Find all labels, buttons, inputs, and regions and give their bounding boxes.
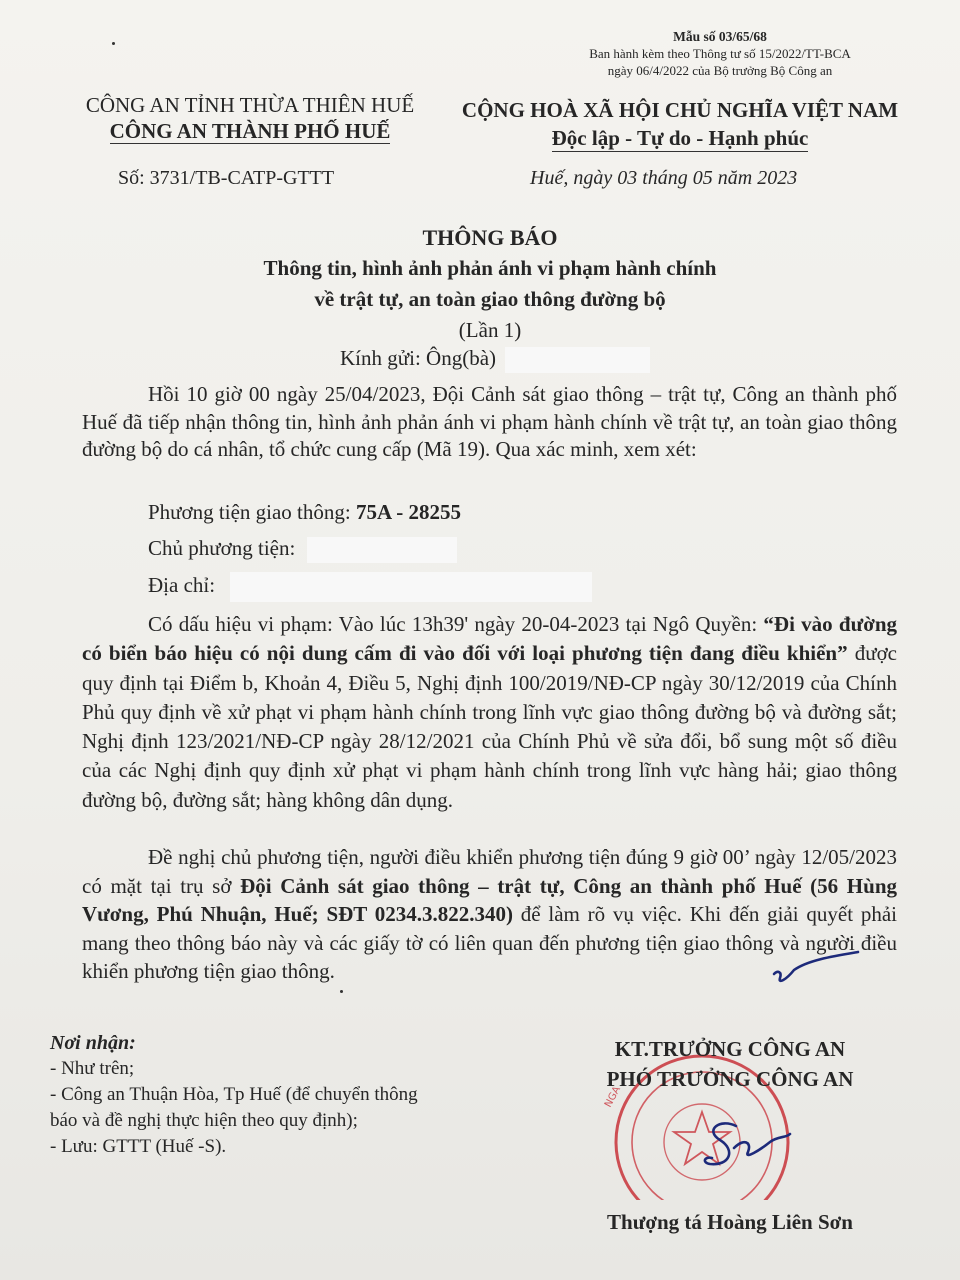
vehicle-field xyxy=(148,500,461,525)
intro-text: Hồi 10 giờ 00 ngày 25/04/2023, Đội Cảnh sát giao thông – trật tự, Công an thành phố Huế đã tiếp nhận thông tin, hình ảnh phản ánh vi phạm hành chính về trật tự, an toàn giao thông đường bộ do cá nhân, tổ chức cung cấp (Mã 19). Qua xác minh, xem xét: xyxy=(82,382,897,461)
agency-parent: CÔNG AN TỈNH THỪA THIÊN HUẾ xyxy=(85,93,415,117)
addressee xyxy=(340,346,650,373)
form-code-block xyxy=(510,28,930,79)
intro-paragraph xyxy=(82,381,897,464)
signer-block xyxy=(560,1034,900,1094)
redacted-name xyxy=(505,347,650,373)
address-label: Địa chỉ: xyxy=(148,572,216,597)
agency-name: CÔNG AN THÀNH PHỐ HUẾ xyxy=(109,119,391,143)
vehicle-plate: 75A - 28255 xyxy=(355,500,461,524)
violation-legal-basis: được quy định tại Điểm b, Khoản 4, Điều 5, Nghị định 100/2019/NĐ-CP ngày 30/12/2019 của Chính Phủ quy định về xử phạt vi phạm hành chính trong lĩnh vực giao thông đường bộ và đường sắt; Nghị định 123/2021/NĐ-CP ngày 28/12/2021 của Chính Phủ về sửa đổi, bổ sung một số điều của các Nghị định quy định xử phạt vi phạm hành chính trong lĩnh vực hàng hải; giao thông đường bộ, đường sắt; hàng không dân dụng. xyxy=(82,641,897,812)
svg-text:NGA: NGA xyxy=(602,1084,624,1110)
owner-label: Chủ phương tiện: xyxy=(148,536,296,560)
doc-date: Huế, ngày 03 tháng 05 năm 2023 xyxy=(530,167,798,189)
signer-name: Thượng tá Hoàng Liên Sơn xyxy=(607,1210,853,1234)
violation-lead: Có dấu hiệu vi phạm: Vào lúc 13h39' ngày 20-04-2023 tại Ngô Quyền: xyxy=(148,612,758,636)
doc-subtitle-1: Thông tin, hình ảnh phản ánh vi phạm hành chính xyxy=(263,256,717,280)
violation-offense: “Đi vào đường có biển báo hiệu có nội dung cấm đi vào đối với loại phương tiện đang điều khiển” xyxy=(82,612,898,666)
request-place: Đội Cảnh sát giao thông – trật tự, Công an thành phố Huế (56 Hùng Vương, Phú Nhuận, Huế; SĐT 0234.3.822.340) xyxy=(82,873,898,926)
speck xyxy=(112,42,115,45)
request-rest: để làm rõ vụ việc. Khi đến giải quyết phải mang theo thông báo này và các giấy tờ có liên quan đến phương tiện giao thông và người điều khiển phương tiện giao thông. xyxy=(82,902,897,983)
vehicle-label: Phương tiện giao thông: xyxy=(148,500,351,524)
doc-subtitle-2: về trật tự, an toàn giao thông đường bộ xyxy=(314,287,666,311)
form-code-line2: Ban hành kèm theo Thông tư số 15/2022/TT-BCA xyxy=(589,46,851,61)
request-lead: Đề nghị chủ phương tiện, người điều khiển phương tiện đúng 9 giờ 00’ ngày 12/05/2023 có mặt tại trụ sở xyxy=(82,845,897,898)
agency-header xyxy=(40,92,460,144)
recipients-block xyxy=(50,1030,510,1160)
check-mark-ink xyxy=(768,948,863,988)
addressee-label: Kính gửi: Ông(bà) xyxy=(340,346,497,370)
recipient-item: - Công an Thuận Hòa, Tp Huế (để chuyển thông xyxy=(50,1084,418,1105)
redacted-address xyxy=(230,572,592,602)
recipient-item: - Lưu: GTTT (Huế -S). xyxy=(50,1136,227,1157)
national-motto: Độc lập - Tự do - Hạnh phúc xyxy=(551,126,809,150)
signer-title-2: PHÓ TRƯỞNG CÔNG AN xyxy=(606,1067,854,1091)
national-title: CỘNG HOÀ XÃ HỘI CHỦ NGHĨA VIỆT NAM xyxy=(461,98,899,122)
address-field xyxy=(148,572,592,602)
speck xyxy=(340,990,343,993)
national-header xyxy=(445,96,915,152)
form-code-line3: ngày 06/4/2022 của Bộ trưởng Bộ Công an xyxy=(607,63,833,78)
recipient-item: báo và đề nghị thực hiện theo quy định); xyxy=(50,1110,358,1131)
recipient-item: - Như trên; xyxy=(50,1058,135,1079)
handwritten-signature xyxy=(690,1108,800,1178)
doc-title-block xyxy=(60,222,920,346)
recipients-heading: Nơi nhận: xyxy=(50,1032,136,1054)
violation-paragraph xyxy=(82,610,897,815)
redacted-owner xyxy=(307,537,457,563)
signer-title-1: KT.TRƯỞNG CÔNG AN xyxy=(614,1037,846,1061)
form-code: Mẫu số 03/65/68 xyxy=(673,29,767,44)
doc-number: Số: 3731/TB-CATP-GTTT xyxy=(118,167,335,189)
doc-title: THÔNG BÁO xyxy=(422,225,558,250)
doc-iteration: (Lần 1) xyxy=(458,318,522,342)
owner-field xyxy=(148,536,457,563)
